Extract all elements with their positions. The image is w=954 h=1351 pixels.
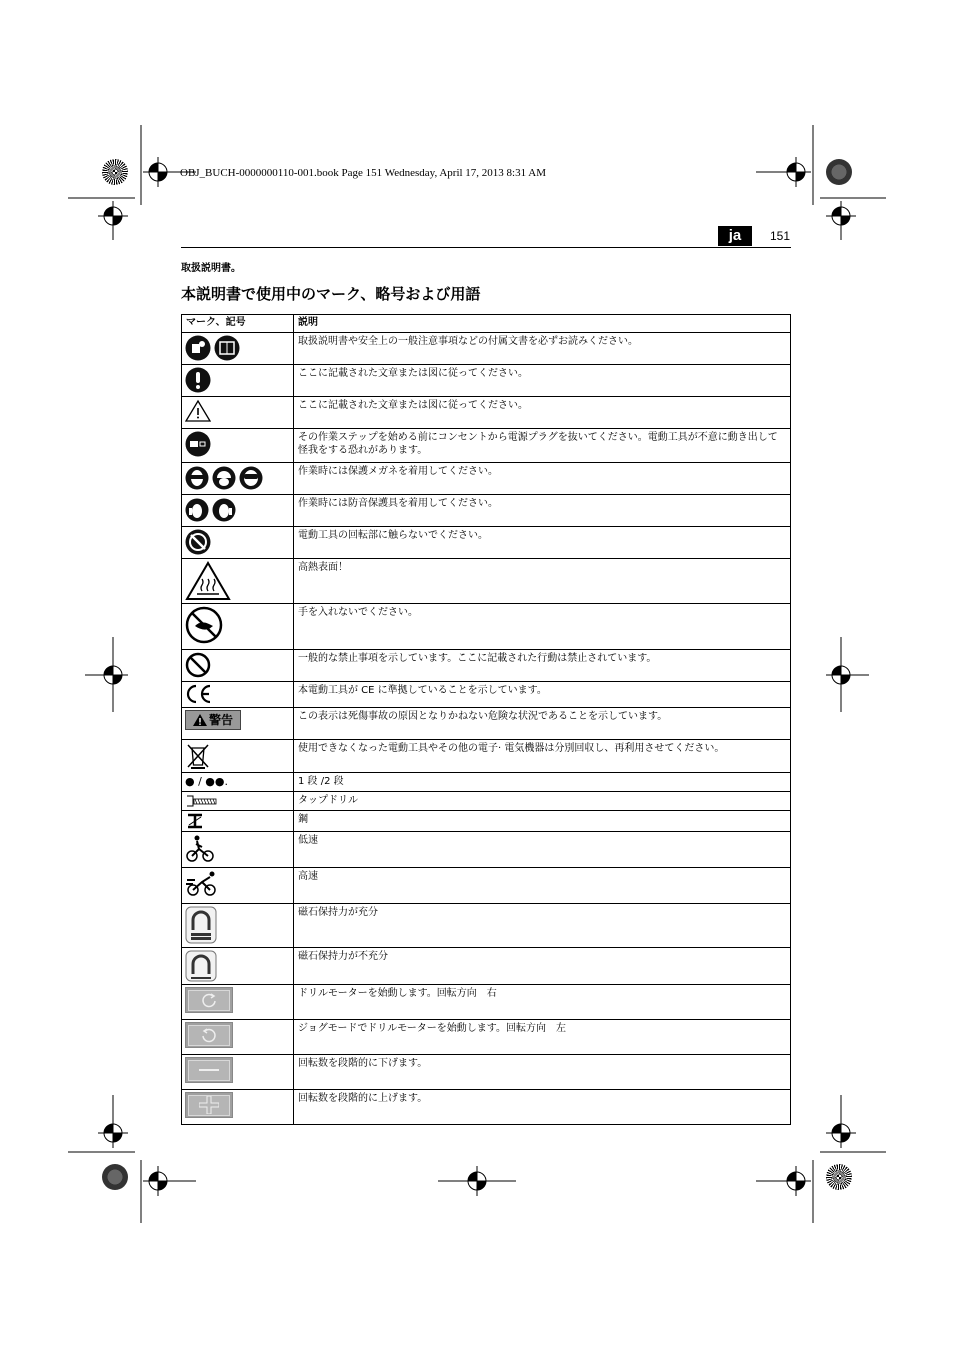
- table-row: [182, 333, 791, 365]
- table-row: [182, 463, 791, 495]
- helmet-icon: [212, 465, 236, 491]
- magnet-insufficient-icon: [185, 950, 217, 982]
- ear-protection-icon: [212, 497, 236, 523]
- row-description: 作業時には防音保護具を着用してください。: [294, 495, 791, 527]
- table-row: [182, 773, 791, 792]
- rotate-right-button-icon: [185, 987, 233, 1013]
- unplug-icon: [185, 431, 211, 457]
- plus-button-icon: [185, 1092, 233, 1118]
- row-description: 作業時には保護メガネを着用してください。: [294, 463, 791, 495]
- steel-icon: [185, 813, 205, 829]
- table-row: [182, 559, 791, 604]
- table-row: [182, 792, 791, 811]
- table-row: [182, 1055, 791, 1090]
- row-description: 高速: [294, 868, 791, 904]
- section-heading: 取扱説明書。: [181, 263, 241, 274]
- row-description: 磁石保持力が充分: [294, 904, 791, 948]
- table-row: [182, 868, 791, 904]
- ce-mark-icon: [185, 684, 213, 704]
- table-row: [182, 832, 791, 868]
- read-manual-icon: [185, 335, 211, 361]
- bicycle-fast-icon: [185, 870, 219, 898]
- page-number: 151: [770, 229, 791, 243]
- table-row: [182, 495, 791, 527]
- row-description: ジョグモードでドリルモーターを始動します。回転方向 左: [294, 1020, 791, 1055]
- magnet-sufficient-icon: [185, 906, 217, 944]
- row-description: 電動工具の回転部に触らないでください。: [294, 527, 791, 559]
- row-description: 1 段 /2 段: [294, 773, 791, 792]
- table-row: [182, 527, 791, 559]
- no-hands-icon: [185, 606, 223, 644]
- ear-protection-icon: [185, 497, 209, 523]
- row-description: 磁石保持力が不充分: [294, 948, 791, 985]
- safety-goggles-icon: [185, 465, 209, 491]
- page-title: 本説明書で使用中のマーク、略号および用語: [181, 285, 481, 303]
- face-goggles-icon: [239, 465, 263, 491]
- tap-drill-icon: [185, 794, 219, 808]
- row-description: 高熱表面！: [294, 559, 791, 604]
- symbols-table: [181, 314, 791, 1125]
- table-row: [182, 1020, 791, 1055]
- prohibited-icon: [185, 652, 211, 678]
- warning-badge-icon: [185, 710, 241, 730]
- weee-bin-icon: [185, 742, 211, 770]
- manual-book-icon: [214, 335, 240, 361]
- row-description: この表示は死傷事故の原因となりかねない危険な状況であることを示しています。: [294, 708, 791, 740]
- bicycle-slow-icon: [185, 834, 215, 864]
- table-row: [182, 904, 791, 948]
- row-description: 回転数を段階的に下げます。: [294, 1055, 791, 1090]
- rotate-left-button-icon: [185, 1022, 233, 1048]
- row-description: 使用できなくなった電動工具やその他の電子· 電気機器は分別回収し、再利用させてください。: [294, 740, 791, 773]
- table-header-row: [182, 315, 791, 333]
- table-row: [182, 708, 791, 740]
- column-header-symbol: マーク、記号: [182, 315, 294, 333]
- table-row: [182, 604, 791, 650]
- no-touch-rotating-icon: [185, 529, 211, 555]
- table-row: [182, 1090, 791, 1125]
- table-row: [182, 948, 791, 985]
- table-row: [182, 365, 791, 397]
- row-description: ここに記載された文章または図に従ってください。: [294, 365, 791, 397]
- table-row: [182, 650, 791, 682]
- header-rule: [181, 247, 791, 248]
- table-row: [182, 682, 791, 708]
- table-row: [182, 397, 791, 429]
- exclamation-circle-icon: [185, 367, 211, 393]
- row-description: 一般的な禁止事項を示しています。ここに記載された行動は禁止されています。: [294, 650, 791, 682]
- column-header-description: 説明: [294, 315, 791, 333]
- hot-surface-icon: [185, 561, 231, 601]
- row-description: 低速: [294, 832, 791, 868]
- row-description: 取扱説明書や安全上の一般注意事項などの付属文書を必ずお読みください。: [294, 333, 791, 365]
- warning-badge-label: 警告: [208, 712, 233, 727]
- minus-button-icon: [185, 1057, 233, 1083]
- row-description: その作業ステップを始める前にコンセントから電源プラグを抜いてください。電動工具が不意に動き出して怪我をする恐れがあります。: [294, 429, 791, 463]
- row-description: 手を入れないでください。: [294, 604, 791, 650]
- table-row: [182, 740, 791, 773]
- warning-triangle-icon: [185, 399, 211, 423]
- language-badge: ja: [718, 226, 752, 246]
- file-header: OBJ_BUCH-0000000110-001.book Page 151 Wednesday, April 17, 2013 8:31 AM: [180, 167, 546, 179]
- row-description: 回転数を段階的に上げます。: [294, 1090, 791, 1125]
- table-row: [182, 429, 791, 463]
- table-row: [182, 985, 791, 1020]
- row-description: ここに記載された文章または図に従ってください。: [294, 397, 791, 429]
- row-description: 本電動工具が CE に準拠していることを示しています。: [294, 682, 791, 708]
- table-row: [182, 811, 791, 832]
- stage-dots-symbol: ● / ●●.: [182, 773, 294, 792]
- row-description: ドリルモーターを始動します。回転方向 右: [294, 985, 791, 1020]
- row-description: 鋼: [294, 811, 791, 832]
- row-description: タップドリル: [294, 792, 791, 811]
